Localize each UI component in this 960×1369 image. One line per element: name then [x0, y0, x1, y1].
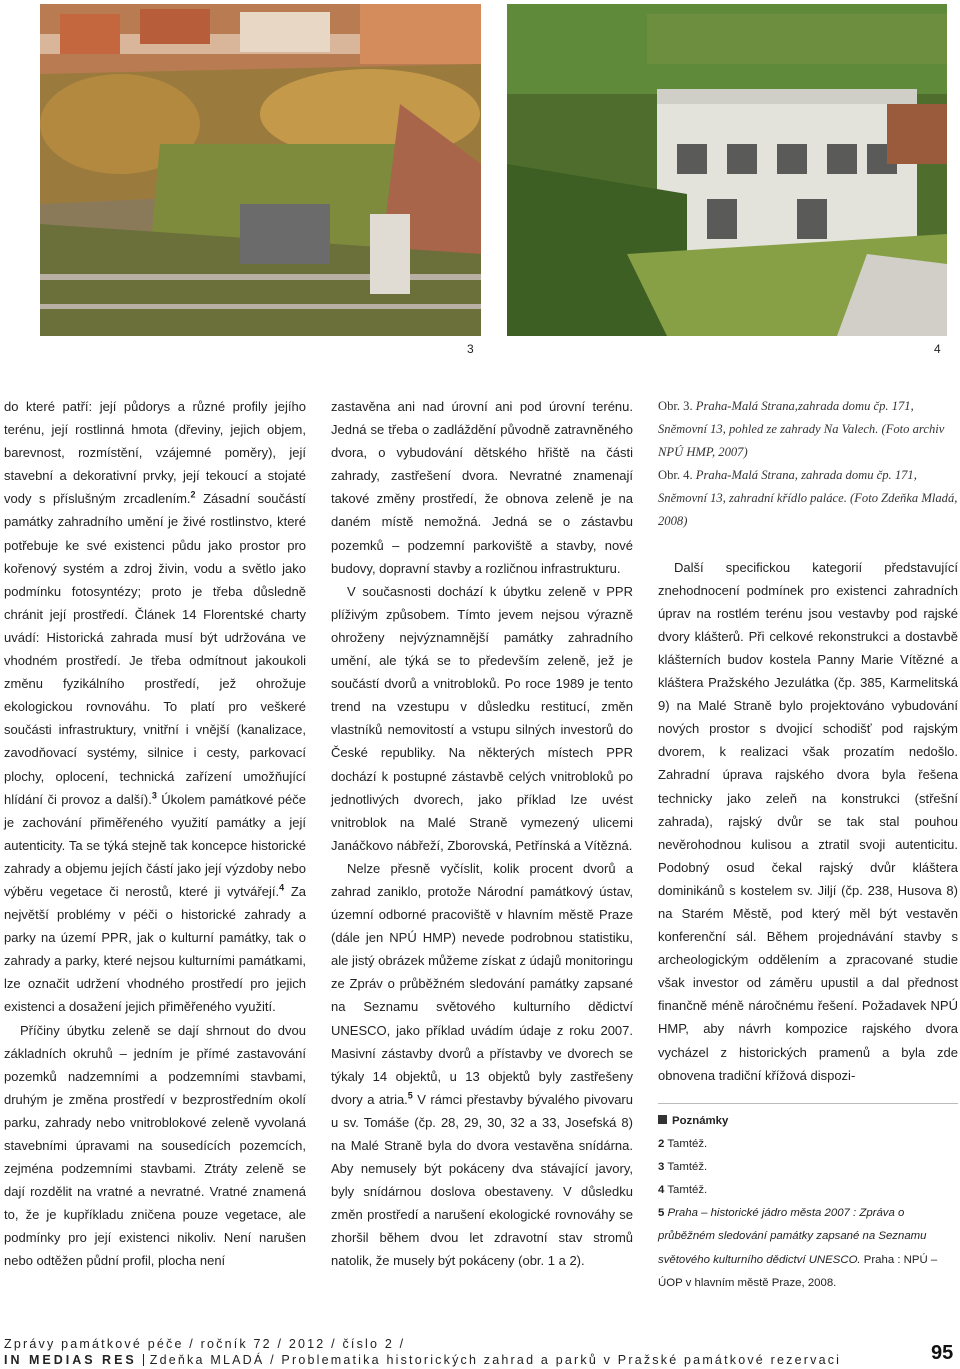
- footnotes: [658, 1103, 958, 1295]
- paragraph: Nelze přesně vyčíslit, kolik procent dvorů a zahrad zaniklo, protože Národní památkový ústav, územní odborné pracoviště v hlavním městě Praze (dále jen NPÚ HMP) nevede podrobnou statistiku, ale jistý obrázek můžeme získat z údajů monitoringu ze Zpráv o průběžném sledování památky zapsané na Seznamu světového kulturního dědictví UNESCO, jako příklad uvádím údaje z roku 2007. Masivní zástavby dvorů a přístavby ve dvorech se týkaly 14 objektů, u 13 objektů byly zastřešeny dvory a atria.$^5$ V rámci přestavby bývalého pivovaru u sv. Tomáše (čp. 28, 29, 30, 32 a 33, Josefská 8) na Malé Straně byla do dvora vestavěna snídárna. Aby nemusely být pokáceny dva stávající javory, byly snídárnou doslova obestaveny. V důsledku změn prostředí a narušení ekologické rovnováhy se zhoršil během dvou let zdravotní stav stromů natolik, že musely být pokáceny (obr. 1 a 2).: [331, 860, 633, 1269]
- paragraph: V současnosti dochází k úbytku zeleně v PPR plíživým způsobem. Tímto jevem nejsou výrazně ohroženy nejvýznamnější památky zahradního umění, ale týká se to především zeleně, jež je součástí dvorů a vnitrobloků. Po roce 1989 je tento trend na vzestupu v důsledku restitucí, změn vlastníků nemovitostí a vstupu silných investorů do České republiky. Na některých místech PPR dochází k postupné zástavbě celých vnitrobloků po jednotlivých dvorech, jako příklad lze uvést vnitroblok na Malé Straně vymezený ulicemi Janáčkovo nábřeží, Zborovská, Petřínská a Vítězná.: [331, 583, 633, 853]
- footnote-ref[interactable]: 4: [279, 882, 285, 893]
- paragraph: do které patří: její půdorys a různé profily jejího terénu, její rostlinná hmota (dřeviny, jejich objem, barevnost, rozmístění, vzájemné poměry), její stavební a dekorativní prvky, její tekoucí a stojaté vody s příslušným zrcadlením.$^2$ Zásadní součástí památky zahradního umění je živé rostlinstvo, které potřebuje ke své existenci půdu jako prostor pro kořenový systém a zdroj živin, vodu a světlo jako podmínku fotosyntézy; proto je třeba důsledně chránit její prostředí. Článek 14 Florentské charty uvádí: Historická zahrada musí být udržována ve vhodném prostředí. Je třeba odmítnout jakoukoli změnu fyzikálního prostředí, jež ohrožuje ekologickou rovnováhu. To platí pro veškeré součásti infrastruktury, vnitřní i vnější (kanalizace, zavodňovací systémy, silnice i cesty, parkovací plochy, oplocení, technická zařízení umožňující hlídání či provoz a další).$^3$ Úkolem památkové péče je zachování přiměřeného využití památky a její autenticity. Ta se týká stejně tak koncepce historické zahrady a objemu jejích částí jako její výzdoby nebo výběru vegetace či nerostů, které ji vytvářejí.$^4$ Za největší problémy v péči o historické zahrady a parky na území PPR, jak o kulturní památky, tak o zahrady a parky, které nejsou kulturními památkami, lze označit udržení vhodného prostředí pro jejich existenci a dosažení jejich přiměřeného využití.: [4, 399, 306, 1015]
- footnote-ref[interactable]: 2: [190, 490, 196, 501]
- square-bullet-icon: [658, 1115, 667, 1124]
- footnote-item: 4 Tamtéž.: [658, 1184, 708, 1197]
- paragraph: Příčiny úbytku zeleně se dají shrnout do dvou základních okruhů – jedním je přímé zastavování pozemků nadzemními a podzemními stavbami, druhým je změna prostředí v bezprostředním okolí parku, zahrady nebo vnitroblokové zeleně vyvolaná stavebními úpravami na sousedících pozemcích, zejména podzemními stavbami. Ztráty zeleně se dají rozdělit na vratné a nevratné. Vratné znamená to, že je kupříkladu zničena pouze vegetace, ale podmínky pro její existenci nikoliv. Není narušen nebo odtěžen půdní profil, plocha není: [4, 1022, 306, 1269]
- footnote-ref[interactable]: 3: [151, 790, 157, 801]
- text-column-3: [658, 395, 958, 1087]
- figure-number-4: 4: [934, 342, 941, 356]
- journal-line: Zprávy památkové péče / ročník 72 / 2012 / číslo 2 /: [4, 1337, 406, 1351]
- text-column-1: [4, 395, 306, 1273]
- figure-number-3: 3: [467, 342, 474, 356]
- caption-obr-3: Obr. 3. Praha-Malá Strana,zahrada domu čp. 171, Sněmovní 13, pohled ze zahrady Na Valech. (Foto archiv NPÚ HMP, 2007): [658, 399, 945, 460]
- footnotes-heading: Poznámky: [658, 1110, 958, 1133]
- paragraph: Další specifickou kategorií představující znehodnocení podmínek pro existenci zahradních úprav na rostlém terénu jsou vestavby pod rajské dvory klášterů. Při celkové rekonstrukci a dostavbě klášterních budov kostela Panny Marie Vítězné a kláštera Pražského Jezulátka (čp. 385, Karmelitská 9) na Malé Straně bylo projektováno vybudování nových prostor s dvojicí schodišť pod rajským dvorem, k realizaci však prozatím nedošlo. Zahradní úprava rajského dvora byla řešena technicky jako zeleň na konstrukci (střešní zahrada), rajský dvůr se tak stal pouhou nevěrohodnou kulisou a ztratil svoji autenticitu. Podobný osud čekal rajský dvůr kláštera dominikánů s kostelem sv. Jiljí (čp. 238, Husova 8) na Starém Městě, pod který měl být vestavěn konferenční sál. Během projednávání stavby s archeologickým oddělením a zpracované studie však investor od záměru upustil a dal přednost finančně méně náročnému řešení. Požadavek NPÚ HMP, aby návrh kompozice rajského dvora vycházel z historických pramenů a byla zde obnovena tradiční křížová dispozi-: [658, 559, 958, 1083]
- photo-palace-wing: [507, 4, 947, 336]
- page-number: 95: [931, 1342, 954, 1364]
- caption-obr-4: Obr. 4. Praha-Malá Strana, zahrada domu čp. 171, Sněmovní 13, zahradní křídlo paláce. (Foto Zdeňka Mladá, 2008): [658, 468, 958, 529]
- footnote-item: 2 Tamtéž.: [658, 1138, 708, 1151]
- photo-garden-view: [40, 4, 481, 336]
- footnote-item: 5 Praha – historické jádro města 2007 : Zpráva o průběžném sledování památky zapsané na Seznamu světového kulturního dědictví UNESCO. Praha : NPÚ – ÚOP v hlavním městě Praze, 2008.: [658, 1207, 938, 1289]
- page-footer: [4, 1336, 954, 1368]
- figure-captions: [658, 395, 958, 534]
- section-name: IN MEDIAS RES: [4, 1353, 137, 1367]
- separator: [143, 1354, 144, 1366]
- footnote-item: 3 Tamtéž.: [658, 1161, 708, 1174]
- text-column-2: [331, 395, 633, 1273]
- paragraph: zastavěna ani nad úrovní ani pod úrovní terénu. Jedná se třeba o zadláždění původně zatravněného dvora, o vybudování dětského hřiště na části zahrady, zastřešení dvora. Nevratné znamenají takové změny prostředí, že obnova zeleně je na daném místě nemožná. Jedná se o zástavbu pozemků – podzemní parkoviště a stavby, nové budovy, dopravní stavby a rozličnou infrastrukturu.: [331, 399, 633, 576]
- article-line: IN MEDIAS RES Zdeňka MLADÁ / Problematika historických zahrad a parků v Pražské památkové rezervaci: [4, 1353, 842, 1367]
- footnote-ref[interactable]: 5: [407, 1090, 413, 1101]
